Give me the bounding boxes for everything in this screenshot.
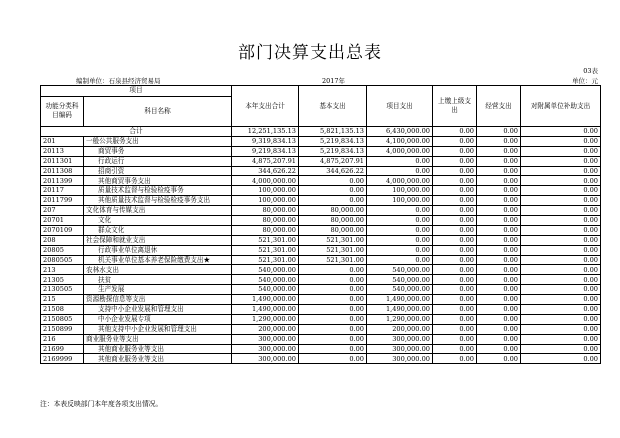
summary-business: 0.00 xyxy=(477,127,521,137)
cell-subsidy: 0.00 xyxy=(521,136,601,146)
table-row xyxy=(41,334,601,344)
cell-business: 0.00 xyxy=(477,255,521,265)
cell-total: 9,319,834.13 xyxy=(232,136,299,146)
cell-total: 100,000.00 xyxy=(232,196,299,206)
cell-item: 200,000.00 xyxy=(367,324,433,334)
summary-label: 合计 xyxy=(41,127,232,137)
cell-item: 100,000.00 xyxy=(367,186,433,196)
cell-name: 生产发展 xyxy=(84,285,232,295)
cell-basic: 0.00 xyxy=(299,196,367,206)
cell-upper: 0.00 xyxy=(433,186,477,196)
cell-business: 0.00 xyxy=(477,305,521,315)
cell-basic: 521,301.00 xyxy=(299,245,367,255)
cell-subsidy: 0.00 xyxy=(521,334,601,344)
cell-upper: 0.00 xyxy=(433,196,477,206)
summary-total: 12,251,135.13 xyxy=(232,127,299,137)
cell-code: 216 xyxy=(41,334,84,344)
cell-item: 0.00 xyxy=(367,206,433,216)
cell-total: 521,301.00 xyxy=(232,255,299,265)
cell-code: 207 xyxy=(41,206,84,216)
cell-name: 其他支持中小企业发展和管理支出 xyxy=(84,324,232,334)
cell-upper: 0.00 xyxy=(433,334,477,344)
table-row xyxy=(41,176,601,186)
table-row xyxy=(41,285,601,295)
cell-name: 扶贫 xyxy=(84,275,232,285)
cell-code: 215 xyxy=(41,295,84,305)
cell-total: 300,000.00 xyxy=(232,354,299,364)
cell-item: 0.00 xyxy=(367,245,433,255)
table-row xyxy=(41,245,601,255)
cell-subsidy: 0.00 xyxy=(521,344,601,354)
cell-subsidy: 0.00 xyxy=(521,265,601,275)
header-name: 科目名称 xyxy=(84,96,232,127)
cell-total: 80,000.00 xyxy=(232,206,299,216)
cell-name: 资源勘探信息等支出 xyxy=(84,295,232,305)
cell-code: 2080505 xyxy=(41,255,84,265)
cell-name: 其他商业服务业等支出 xyxy=(84,354,232,364)
cell-basic: 4,875,207.91 xyxy=(299,156,367,166)
cell-basic: 344,626.22 xyxy=(299,166,367,176)
cell-name: 商业服务业等支出 xyxy=(84,334,232,344)
cell-total: 4,000,000.00 xyxy=(232,176,299,186)
table-row xyxy=(41,255,601,265)
cell-code: 2130505 xyxy=(41,285,84,295)
table-row xyxy=(41,344,601,354)
cell-basic: 80,000.00 xyxy=(299,216,367,226)
cell-name: 群众文化 xyxy=(84,225,232,235)
cell-name: 质量技术监督与检验检疫事务 xyxy=(84,186,232,196)
cell-name: 其他商业服务业等支出 xyxy=(84,344,232,354)
cell-subsidy: 0.00 xyxy=(521,324,601,334)
cell-item: 0.00 xyxy=(367,216,433,226)
cell-upper: 0.00 xyxy=(433,305,477,315)
cell-basic: 0.00 xyxy=(299,334,367,344)
cell-item: 4,000,000.00 xyxy=(367,146,433,156)
cell-basic: 0.00 xyxy=(299,275,367,285)
cell-item: 540,000.00 xyxy=(367,285,433,295)
cell-subsidy: 0.00 xyxy=(521,156,601,166)
cell-name: 商贸事务 xyxy=(84,146,232,156)
cell-total: 521,301.00 xyxy=(232,235,299,245)
cell-subsidy: 0.00 xyxy=(521,235,601,245)
cell-code: 20701 xyxy=(41,216,84,226)
table-row xyxy=(41,136,601,146)
cell-basic: 0.00 xyxy=(299,186,367,196)
cell-business: 0.00 xyxy=(477,285,521,295)
cell-total: 200,000.00 xyxy=(232,324,299,334)
cell-upper: 0.00 xyxy=(433,225,477,235)
cell-code: 21699 xyxy=(41,344,84,354)
cell-upper: 0.00 xyxy=(433,295,477,305)
summary-subsidy: 0.00 xyxy=(521,127,601,137)
cell-name: 行政运行 xyxy=(84,156,232,166)
cell-item: 4,100,000.00 xyxy=(367,136,433,146)
cell-business: 0.00 xyxy=(477,225,521,235)
table-row xyxy=(41,275,601,285)
cell-basic: 0.00 xyxy=(299,295,367,305)
cell-subsidy: 0.00 xyxy=(521,295,601,305)
cell-code: 213 xyxy=(41,265,84,275)
cell-business: 0.00 xyxy=(477,136,521,146)
cell-business: 0.00 xyxy=(477,186,521,196)
cell-upper: 0.00 xyxy=(433,354,477,364)
table-row xyxy=(41,216,601,226)
cell-item: 0.00 xyxy=(367,235,433,245)
cell-upper: 0.00 xyxy=(433,255,477,265)
report-title: 部门决算支出总表 xyxy=(238,43,382,63)
cell-code: 2011799 xyxy=(41,196,84,206)
cell-upper: 0.00 xyxy=(433,235,477,245)
header-code: 功能分类科目编码 xyxy=(41,96,84,127)
footnote: 注：本表反映部门本年度各项支出情况。 xyxy=(40,400,163,408)
header-item: 项目支出 xyxy=(367,86,433,127)
cell-business: 0.00 xyxy=(477,354,521,364)
summary-item: 6,430,000.00 xyxy=(367,127,433,137)
cell-subsidy: 0.00 xyxy=(521,305,601,315)
cell-total: 1,490,000.00 xyxy=(232,305,299,315)
cell-item: 4,000,000.00 xyxy=(367,176,433,186)
cell-name: 其他商贸事务支出 xyxy=(84,176,232,186)
table-row xyxy=(41,146,601,156)
header-total: 本年支出合计 xyxy=(232,86,299,127)
cell-basic: 0.00 xyxy=(299,314,367,324)
table-row xyxy=(41,354,601,364)
cell-business: 0.00 xyxy=(477,206,521,216)
cell-item: 300,000.00 xyxy=(367,344,433,354)
table-row xyxy=(41,225,601,235)
cell-upper: 0.00 xyxy=(433,344,477,354)
cell-subsidy: 0.00 xyxy=(521,354,601,364)
cell-item: 0.00 xyxy=(367,156,433,166)
cell-subsidy: 0.00 xyxy=(521,166,601,176)
header-upper: 上缴上级支出 xyxy=(433,86,477,127)
cell-total: 344,626.22 xyxy=(232,166,299,176)
summary-upper: 0.00 xyxy=(433,127,477,137)
table-row xyxy=(41,196,601,206)
cell-item: 300,000.00 xyxy=(367,334,433,344)
expenditure-table xyxy=(40,85,601,364)
table-row xyxy=(41,324,601,334)
cell-business: 0.00 xyxy=(477,295,521,305)
cell-name: 机关事业单位基本养老保险缴费支出★ xyxy=(84,255,232,265)
cell-subsidy: 0.00 xyxy=(521,196,601,206)
cell-business: 0.00 xyxy=(477,334,521,344)
cell-code: 2150805 xyxy=(41,314,84,324)
cell-subsidy: 0.00 xyxy=(521,216,601,226)
cell-item: 300,000.00 xyxy=(367,354,433,364)
cell-code: 2150899 xyxy=(41,324,84,334)
cell-upper: 0.00 xyxy=(433,314,477,324)
cell-upper: 0.00 xyxy=(433,166,477,176)
report-year: 2017年 xyxy=(322,77,346,85)
cell-item: 1,290,000.00 xyxy=(367,314,433,324)
cell-upper: 0.00 xyxy=(433,176,477,186)
cell-basic: 0.00 xyxy=(299,354,367,364)
cell-business: 0.00 xyxy=(477,344,521,354)
cell-basic: 0.00 xyxy=(299,305,367,315)
cell-basic: 80,000.00 xyxy=(299,225,367,235)
cell-total: 100,000.00 xyxy=(232,186,299,196)
cell-business: 0.00 xyxy=(477,275,521,285)
cell-basic: 0.00 xyxy=(299,344,367,354)
cell-basic: 0.00 xyxy=(299,176,367,186)
cell-code: 2169999 xyxy=(41,354,84,364)
cell-name: 行政事业单位离退休 xyxy=(84,245,232,255)
cell-upper: 0.00 xyxy=(433,136,477,146)
cell-upper: 0.00 xyxy=(433,146,477,156)
header-project: 项目 xyxy=(41,86,232,97)
cell-business: 0.00 xyxy=(477,235,521,245)
cell-item: 540,000.00 xyxy=(367,265,433,275)
cell-upper: 0.00 xyxy=(433,285,477,295)
cell-code: 2011308 xyxy=(41,166,84,176)
cell-business: 0.00 xyxy=(477,156,521,166)
cell-code: 20113 xyxy=(41,146,84,156)
cell-subsidy: 0.00 xyxy=(521,146,601,156)
cell-business: 0.00 xyxy=(477,196,521,206)
cell-business: 0.00 xyxy=(477,216,521,226)
cell-upper: 0.00 xyxy=(433,265,477,275)
cell-item: 100,000.00 xyxy=(367,196,433,206)
cell-name: 文化体育与传媒支出 xyxy=(84,206,232,216)
table-row xyxy=(41,166,601,176)
cell-total: 300,000.00 xyxy=(232,334,299,344)
cell-business: 0.00 xyxy=(477,146,521,156)
cell-item: 0.00 xyxy=(367,255,433,265)
cell-upper: 0.00 xyxy=(433,216,477,226)
cell-code: 20117 xyxy=(41,186,84,196)
cell-item: 0.00 xyxy=(367,166,433,176)
cell-name: 社会保障和就业支出 xyxy=(84,235,232,245)
cell-basic: 521,301.00 xyxy=(299,255,367,265)
cell-subsidy: 0.00 xyxy=(521,285,601,295)
cell-total: 540,000.00 xyxy=(232,275,299,285)
table-row xyxy=(41,235,601,245)
cell-basic: 0.00 xyxy=(299,285,367,295)
cell-total: 1,290,000.00 xyxy=(232,314,299,324)
cell-name: 农林水支出 xyxy=(84,265,232,275)
cell-upper: 0.00 xyxy=(433,245,477,255)
table-row xyxy=(41,314,601,324)
header-business: 经营支出 xyxy=(477,86,521,127)
cell-code: 21508 xyxy=(41,305,84,315)
table-row xyxy=(41,305,601,315)
cell-item: 0.00 xyxy=(367,225,433,235)
cell-name: 其他质量技术监督与检验检疫事务支出 xyxy=(84,196,232,206)
form-number: 03表 xyxy=(583,67,598,75)
cell-code: 21305 xyxy=(41,275,84,285)
cell-name: 中小企业发展专项 xyxy=(84,314,232,324)
cell-code: 20805 xyxy=(41,245,84,255)
cell-code: 2070109 xyxy=(41,225,84,235)
cell-item: 1,490,000.00 xyxy=(367,295,433,305)
cell-upper: 0.00 xyxy=(433,275,477,285)
currency-unit: 单位：元 xyxy=(572,77,598,85)
cell-total: 540,000.00 xyxy=(232,265,299,275)
cell-total: 80,000.00 xyxy=(232,225,299,235)
cell-subsidy: 0.00 xyxy=(521,206,601,216)
cell-subsidy: 0.00 xyxy=(521,225,601,235)
cell-business: 0.00 xyxy=(477,245,521,255)
cell-business: 0.00 xyxy=(477,324,521,334)
table-row xyxy=(41,295,601,305)
table-row xyxy=(41,265,601,275)
cell-basic: 80,000.00 xyxy=(299,206,367,216)
cell-total: 300,000.00 xyxy=(232,344,299,354)
cell-total: 9,219,834.13 xyxy=(232,146,299,156)
cell-code: 201 xyxy=(41,136,84,146)
cell-subsidy: 0.00 xyxy=(521,255,601,265)
header-basic: 基本支出 xyxy=(299,86,367,127)
table-row xyxy=(41,206,601,216)
header-subsidy: 对附属单位补助支出 xyxy=(521,86,601,127)
cell-total: 1,490,000.00 xyxy=(232,295,299,305)
table-row xyxy=(41,156,601,166)
cell-total: 521,301.00 xyxy=(232,245,299,255)
cell-name: 招商引资 xyxy=(84,166,232,176)
cell-subsidy: 0.00 xyxy=(521,314,601,324)
cell-item: 1,490,000.00 xyxy=(367,305,433,315)
cell-subsidy: 0.00 xyxy=(521,186,601,196)
cell-total: 4,875,207.91 xyxy=(232,156,299,166)
cell-code: 2011399 xyxy=(41,176,84,186)
cell-subsidy: 0.00 xyxy=(521,245,601,255)
cell-business: 0.00 xyxy=(477,166,521,176)
cell-subsidy: 0.00 xyxy=(521,176,601,186)
cell-subsidy: 0.00 xyxy=(521,275,601,285)
cell-basic: 5,219,834.13 xyxy=(299,146,367,156)
cell-basic: 5,219,834.13 xyxy=(299,136,367,146)
cell-business: 0.00 xyxy=(477,314,521,324)
cell-basic: 0.00 xyxy=(299,324,367,334)
cell-code: 208 xyxy=(41,235,84,245)
cell-name: 一般公共服务支出 xyxy=(84,136,232,146)
compiling-unit: 编制单位：石泉县经济贸易局 xyxy=(76,77,161,85)
cell-total: 540,000.00 xyxy=(232,285,299,295)
cell-business: 0.00 xyxy=(477,176,521,186)
cell-upper: 0.00 xyxy=(433,324,477,334)
cell-upper: 0.00 xyxy=(433,206,477,216)
cell-name: 文化 xyxy=(84,216,232,226)
cell-item: 540,000.00 xyxy=(367,275,433,285)
cell-business: 0.00 xyxy=(477,265,521,275)
table-row xyxy=(41,186,601,196)
cell-basic: 521,301.00 xyxy=(299,235,367,245)
cell-code: 2011301 xyxy=(41,156,84,166)
cell-total: 80,000.00 xyxy=(232,216,299,226)
summary-basic: 5,821,135.13 xyxy=(299,127,367,137)
summary-row xyxy=(41,127,601,137)
cell-basic: 0.00 xyxy=(299,265,367,275)
cell-name: 支持中小企业发展和管理支出 xyxy=(84,305,232,315)
cell-upper: 0.00 xyxy=(433,156,477,166)
